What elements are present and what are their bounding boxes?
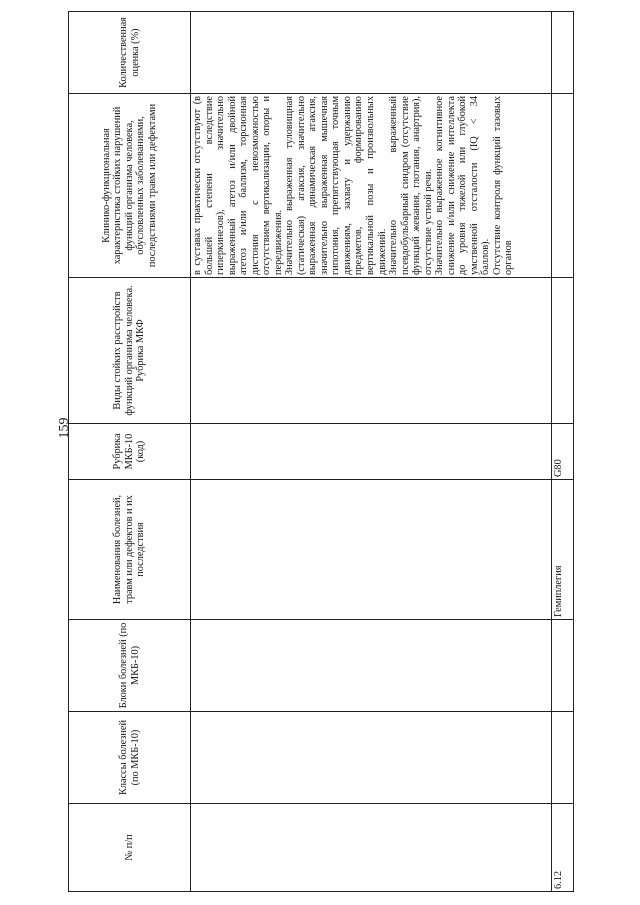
cell-function-disorder (552, 278, 574, 424)
cell-disease-class (191, 712, 552, 804)
disability-criteria-table (68, 11, 574, 892)
description-paragraph: в суставах практически отсутствуют (в большей степени вследствие гиперкинезов), значительно выраженный атетоз и/или двойной атетоз и/или баллизм, торсионная дистония с невозможностью отсутствием вертикализации, опоры и передвижения. (192, 96, 284, 275)
header-disease-blocks: Блоки болезней (по МКБ-10) (69, 620, 191, 712)
cell-quantitative-assessment (191, 12, 552, 94)
page-number: 159 (57, 417, 72, 439)
header-number: № п/п (69, 804, 191, 892)
cell-clinical-description (552, 94, 574, 278)
header-clinical-characteristics: Клинико-функциональная характеристика стойких нарушений функций организма человека, обусловленных заболеваниями, последствиями травм или дефектами (69, 94, 191, 278)
cell-icd-code (191, 424, 552, 480)
cell-disease-block (552, 620, 574, 712)
description-paragraph: Значительно выраженный псевдобульбарный синдром (отсутствие функций жевания, глотания, анартрия), отсутствие устной речи. (388, 96, 434, 275)
cell-icd-code: G80 (552, 424, 574, 480)
cell-disease-class (552, 712, 574, 804)
header-quantitative-assessment: Количественная оценка (%) (69, 12, 191, 94)
cell-function-disorder (191, 278, 552, 424)
cell-quantitative-assessment (552, 12, 574, 94)
cell-disease-name: Гемиплегия (552, 480, 574, 620)
description-paragraph: Значительно выраженное когнитивное снижение и/или снижение интеллекта до уровня тяжелой или глубокой умственной отсталости (IQ < 34 баллов). (434, 96, 492, 275)
header-disease-names: Наименования болезней, травм или дефектов и их последствия (69, 480, 191, 620)
cell-disease-block (191, 620, 552, 712)
cell-number (191, 804, 552, 892)
table-row (191, 12, 552, 892)
cell-row-number: 6.12 (552, 804, 574, 892)
header-disease-classes: Классы болезней (по МКБ-10) (69, 712, 191, 804)
description-paragraph: Значительно выраженная туловищная (статическая) атаксия, значительно выраженная динамическая атаксия, значительно выраженная мышечная гипотония, препятствующая точным движениям, захвату и удержанию предметов, формированию вертикальной позы и произвольных движений. (284, 96, 388, 275)
header-icd-code: Рубрика МКБ-10 (код) (69, 424, 191, 480)
table-row (552, 12, 574, 892)
description-paragraph: Отсутствие контроля функций тазовых органов (491, 96, 515, 275)
rotated-table-container (68, 12, 573, 892)
cell-disease-name (191, 480, 552, 620)
cell-clinical-description (191, 94, 552, 278)
header-function-disorder-types: Виды стойких расстройств функций организма человека. Рубрика МКФ (69, 278, 191, 424)
table-header-row (69, 12, 191, 892)
